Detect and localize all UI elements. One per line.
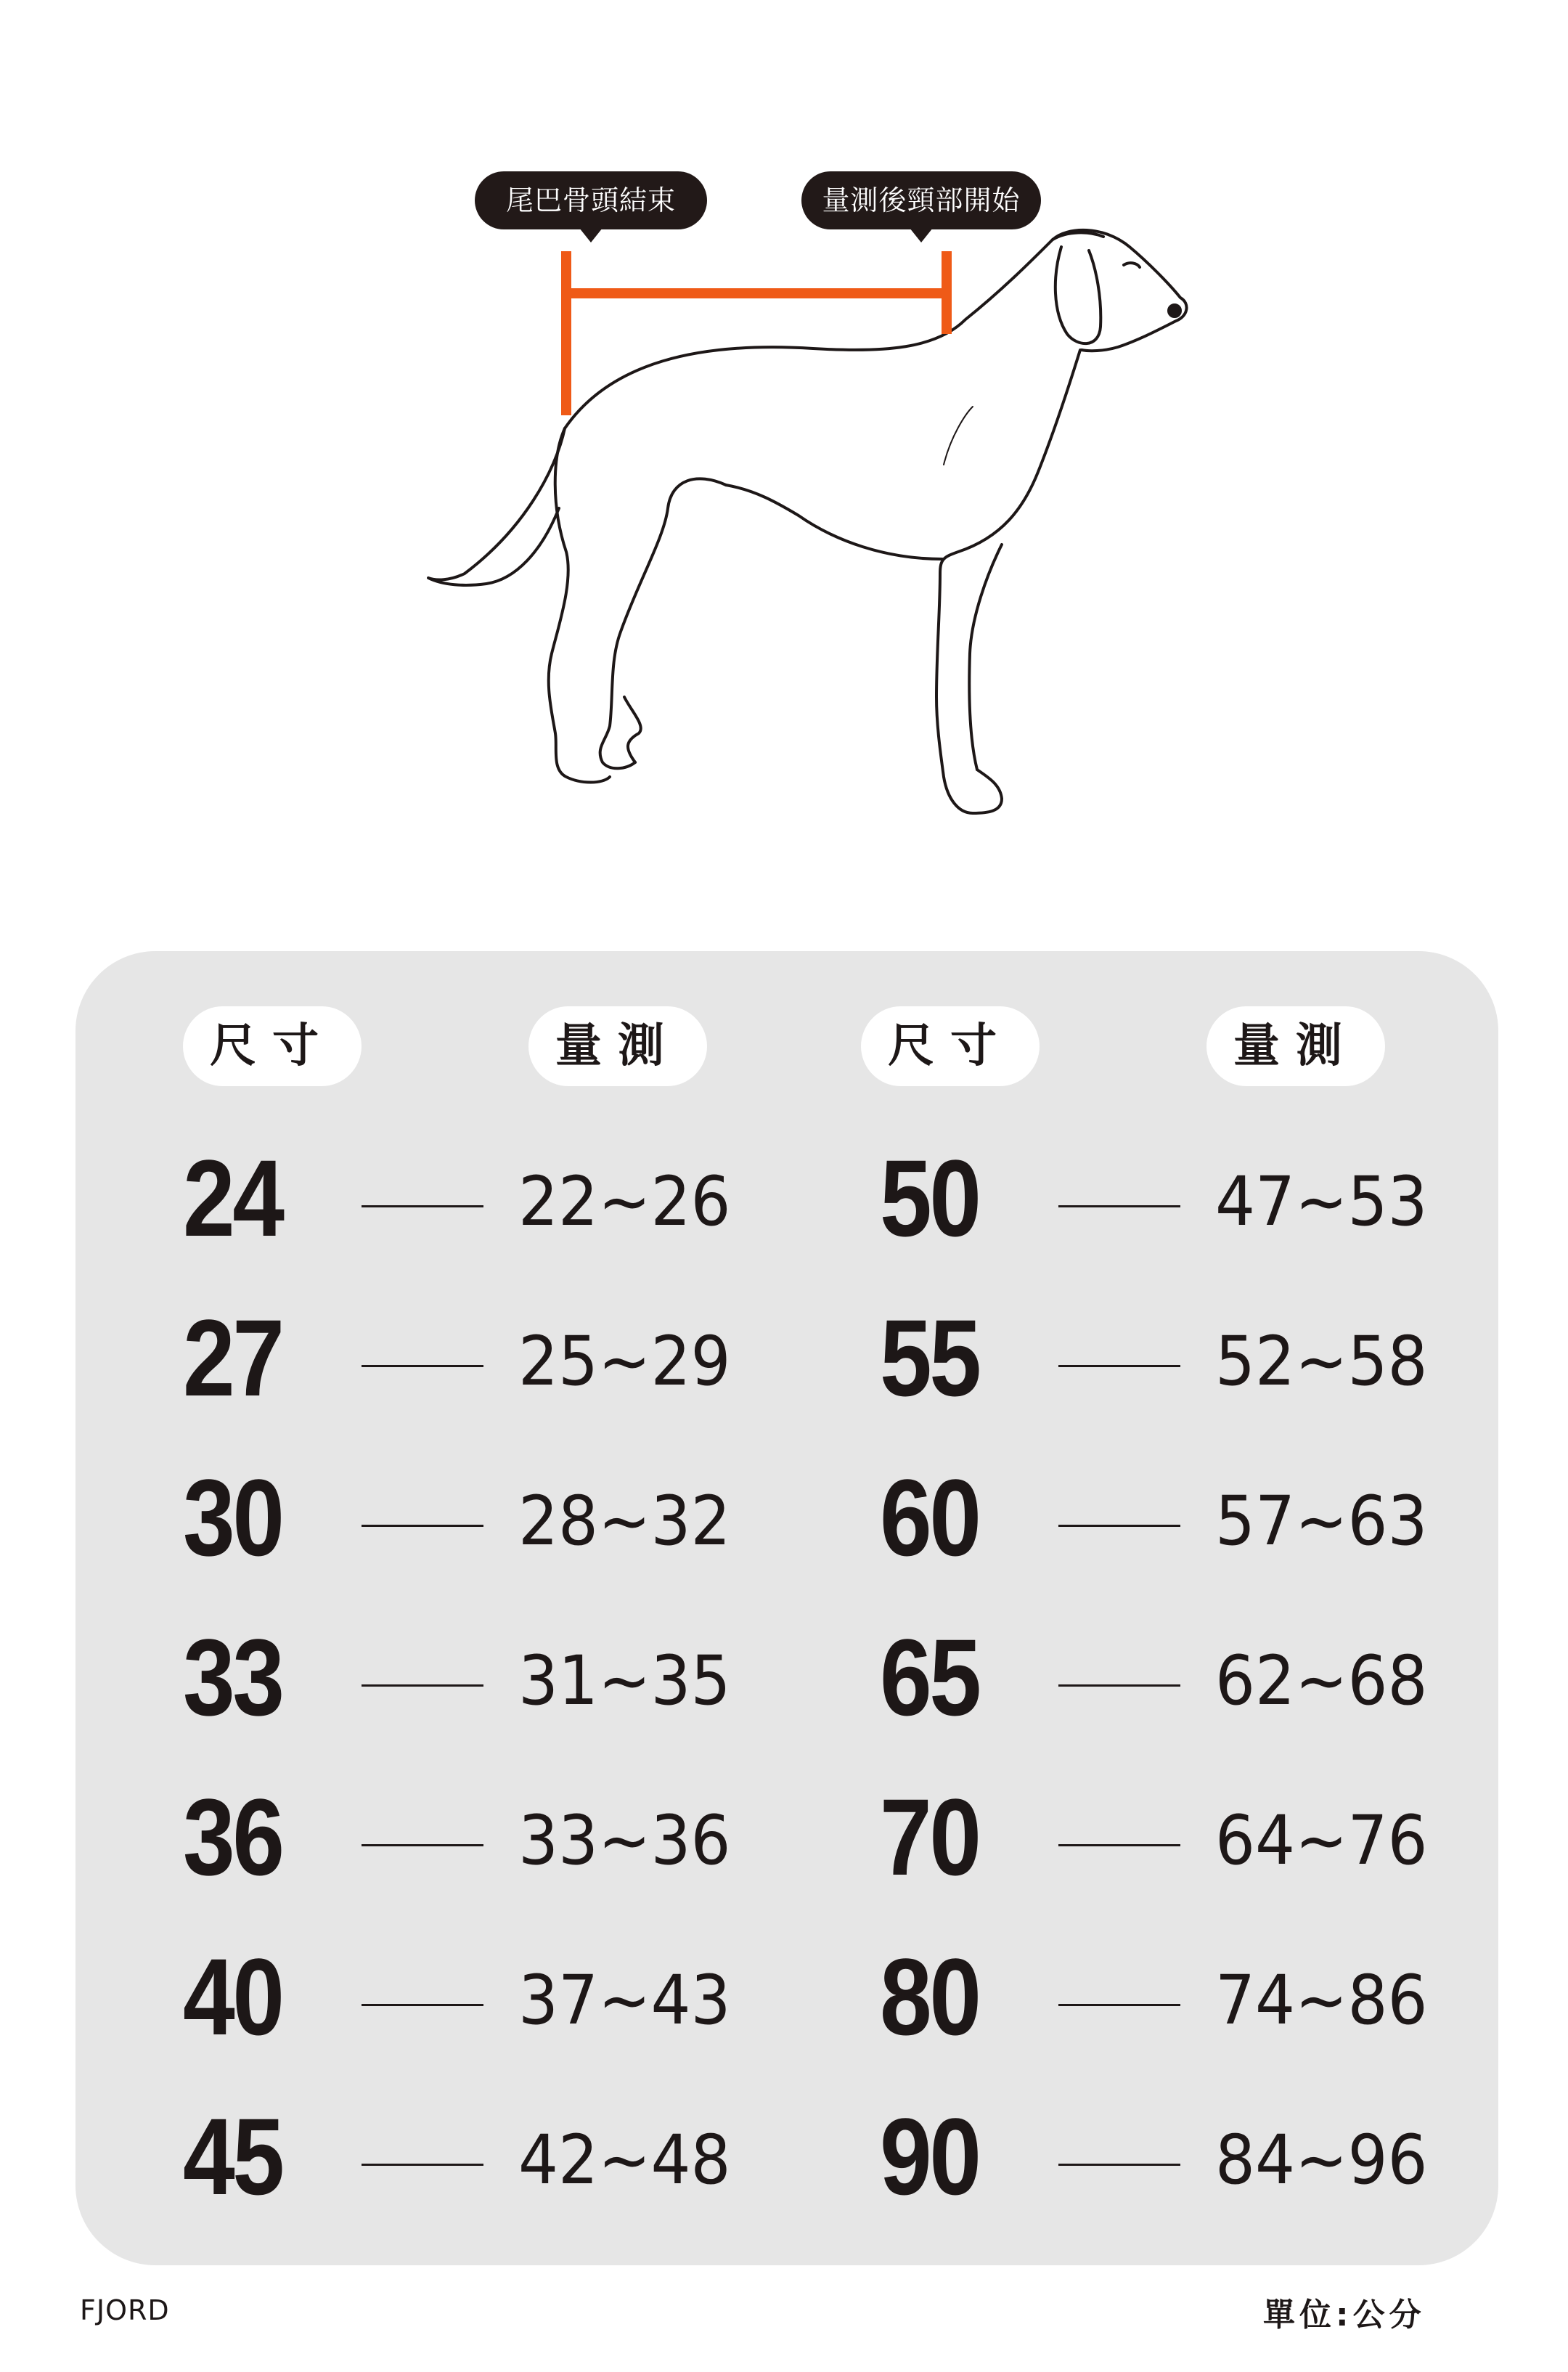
table-row [880, 1292, 1490, 1423]
table-row [880, 1452, 1490, 1583]
size-value: 55 [880, 1297, 979, 1419]
row-divider [362, 2004, 483, 2006]
table-row [880, 1772, 1490, 1902]
size-value: 27 [183, 1297, 282, 1419]
table-row [880, 1612, 1490, 1743]
measure-range: 33~36 [518, 1801, 731, 1880]
row-divider [1058, 1205, 1180, 1207]
row-divider [1058, 1844, 1180, 1846]
table-row [880, 1133, 1490, 1263]
table-row [183, 1292, 836, 1423]
measure-range: 74~86 [1215, 1961, 1428, 2040]
dog-outline-icon [428, 230, 1187, 813]
neck-start-label-text: 量測後頸部開始 [822, 184, 1021, 216]
table-row [183, 1772, 836, 1902]
table-row [880, 2091, 1490, 2222]
table-row [183, 1612, 836, 1743]
size-value: 45 [183, 2095, 282, 2217]
row-divider [362, 1525, 483, 1527]
size-value: 30 [183, 1456, 282, 1578]
table-row [183, 1931, 836, 2062]
measure-range: 62~68 [1215, 1642, 1428, 1721]
table-row [183, 2091, 836, 2222]
row-divider [1058, 1365, 1180, 1367]
size-value: 50 [880, 1137, 979, 1259]
size-value: 90 [880, 2095, 979, 2217]
tail-end-label-text: 尾巴骨頭結束 [505, 184, 676, 216]
unit-note: 單位:公分 [1263, 2296, 1426, 2334]
measure-range: 31~35 [518, 1642, 731, 1721]
dog-illustration [407, 218, 1205, 842]
measure-range: 28~32 [518, 1482, 731, 1561]
measure-range: 57~63 [1215, 1482, 1428, 1561]
table-row [880, 1931, 1490, 2062]
measure-range: 25~29 [518, 1322, 731, 1401]
row-divider [362, 1365, 483, 1367]
row-divider [362, 1684, 483, 1687]
measure-range: 37~43 [518, 1961, 731, 2040]
right-size-header: 尺寸 [861, 1006, 1040, 1086]
measure-range: 42~48 [518, 2121, 731, 2200]
size-value: 65 [880, 1616, 979, 1738]
row-divider [1058, 1684, 1180, 1687]
right-measure-header: 量測 [1206, 1006, 1385, 1086]
size-value: 60 [880, 1456, 979, 1578]
brand-name: FJORD [80, 2294, 170, 2326]
left-measure-header: 量測 [528, 1006, 707, 1086]
size-value: 40 [183, 1936, 282, 2058]
size-value: 36 [183, 1776, 282, 1898]
row-divider [1058, 1525, 1180, 1527]
size-table-panel [75, 951, 1498, 2265]
measure-range: 47~53 [1215, 1162, 1428, 1242]
measure-range: 52~58 [1215, 1322, 1428, 1401]
size-value: 80 [880, 1936, 979, 2058]
measure-range: 64~76 [1215, 1801, 1428, 1880]
row-divider [362, 2164, 483, 2166]
row-divider [362, 1844, 483, 1846]
size-value: 24 [183, 1137, 282, 1259]
size-value: 33 [183, 1616, 282, 1738]
measure-bar-icon [566, 251, 947, 415]
table-row [183, 1133, 836, 1263]
row-divider [362, 1205, 483, 1207]
measure-range: 22~26 [518, 1162, 731, 1242]
measure-range: 84~96 [1215, 2121, 1428, 2200]
table-row [183, 1452, 836, 1583]
left-size-header: 尺寸 [183, 1006, 362, 1086]
row-divider [1058, 2164, 1180, 2166]
row-divider [1058, 2004, 1180, 2006]
size-value: 70 [880, 1776, 979, 1898]
